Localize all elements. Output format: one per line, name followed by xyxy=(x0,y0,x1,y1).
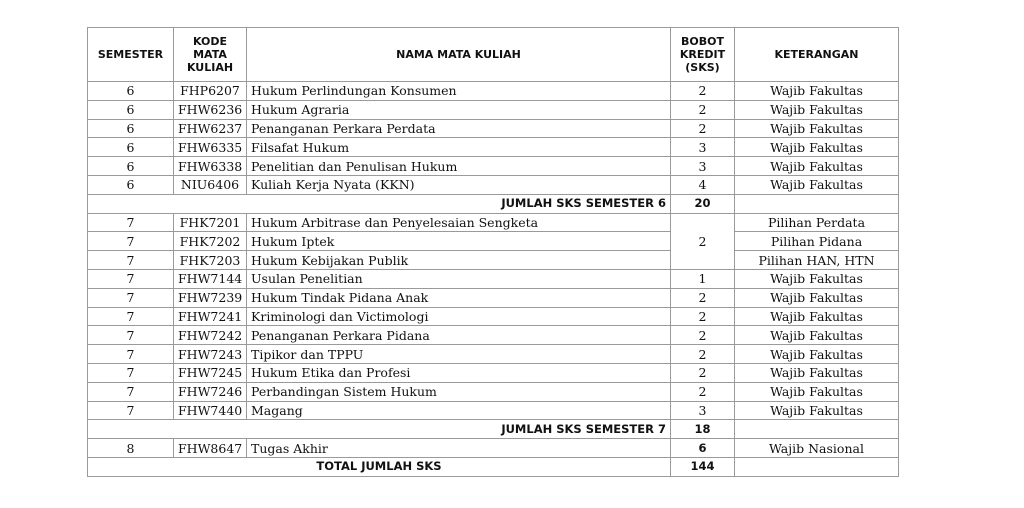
cell-kode: FHW7239 xyxy=(174,288,247,307)
table-row xyxy=(88,119,899,138)
header-semester: SEMESTER xyxy=(88,28,174,82)
table-row xyxy=(88,363,899,382)
cell-nama: Hukum Kebijakan Publik xyxy=(247,251,671,270)
header-kode: KODE MATA KULIAH xyxy=(174,28,247,82)
cell-nama: Hukum Iptek xyxy=(247,232,671,251)
cell-semester: 7 xyxy=(88,326,174,345)
cell-sks: 1 xyxy=(671,269,735,288)
cell-nama: Penanganan Perkara Pidana xyxy=(247,326,671,345)
cell-kode: FHW7440 xyxy=(174,401,247,420)
cell-semester: 7 xyxy=(88,251,174,270)
cell-sks: 4 xyxy=(671,175,735,194)
cell-keterangan: Pilihan HAN, HTN xyxy=(735,251,899,270)
cell-keterangan: Wajib Fakultas xyxy=(735,307,899,326)
total-label: TOTAL JUMLAH SKS xyxy=(88,457,671,476)
subtotal-label: JUMLAH SKS SEMESTER 7 xyxy=(88,420,671,439)
table-row xyxy=(88,326,899,345)
table-row xyxy=(88,382,899,401)
subtotal-label: JUMLAH SKS SEMESTER 6 xyxy=(88,194,671,213)
cell-keterangan: Wajib Fakultas xyxy=(735,82,899,101)
cell-nama: Tipikor dan TPPU xyxy=(247,345,671,364)
header-nama: NAMA MATA KULIAH xyxy=(247,28,671,82)
cell-semester: 7 xyxy=(88,232,174,251)
subtotal-row-semester-6 xyxy=(88,194,899,213)
cell-kode: FHW6237 xyxy=(174,119,247,138)
cell-kode: FHK7203 xyxy=(174,251,247,270)
table-row xyxy=(88,100,899,119)
subtotal-empty-cell xyxy=(735,420,899,439)
cell-semester: 6 xyxy=(88,82,174,101)
header-keterangan: KETERANGAN xyxy=(735,28,899,82)
total-value: 144 xyxy=(671,457,735,476)
cell-semester: 6 xyxy=(88,138,174,157)
cell-kode: FHW7243 xyxy=(174,345,247,364)
cell-semester: 7 xyxy=(88,345,174,364)
cell-sks: 2 xyxy=(671,382,735,401)
cell-nama: Hukum Etika dan Profesi xyxy=(247,363,671,382)
cell-kode: NIU6406 xyxy=(174,175,247,194)
header-row xyxy=(88,28,899,82)
cell-nama: Hukum Agraria xyxy=(247,100,671,119)
table-row xyxy=(88,138,899,157)
cell-sks: 2 xyxy=(671,363,735,382)
cell-semester: 7 xyxy=(88,401,174,420)
cell-keterangan: Wajib Nasional xyxy=(735,439,899,458)
subtotal-empty-cell xyxy=(735,194,899,213)
table-row xyxy=(88,288,899,307)
cell-sks: 2 xyxy=(671,345,735,364)
table-row xyxy=(88,213,899,232)
total-row xyxy=(88,457,899,476)
cell-keterangan: Wajib Fakultas xyxy=(735,269,899,288)
cell-keterangan: Pilihan Perdata xyxy=(735,213,899,232)
cell-kode: FHK7202 xyxy=(174,232,247,251)
cell-kode: FHW7241 xyxy=(174,307,247,326)
cell-keterangan: Wajib Fakultas xyxy=(735,138,899,157)
header-bobot: BOBOT KREDIT (SKS) xyxy=(671,28,735,82)
cell-semester: 6 xyxy=(88,175,174,194)
cell-nama: Kriminologi dan Victimologi xyxy=(247,307,671,326)
cell-keterangan: Wajib Fakultas xyxy=(735,288,899,307)
table-row xyxy=(88,345,899,364)
course-table-container xyxy=(87,27,898,477)
cell-nama: Tugas Akhir xyxy=(247,439,671,458)
table-row xyxy=(88,401,899,420)
cell-sks-merged: 2 xyxy=(671,213,735,269)
cell-keterangan: Wajib Fakultas xyxy=(735,326,899,345)
cell-nama: Penanganan Perkara Perdata xyxy=(247,119,671,138)
course-table xyxy=(87,27,899,477)
cell-semester: 8 xyxy=(88,439,174,458)
cell-nama: Hukum Tindak Pidana Anak xyxy=(247,288,671,307)
cell-kode: FHP6207 xyxy=(174,82,247,101)
cell-kode: FHW7245 xyxy=(174,363,247,382)
cell-nama: Kuliah Kerja Nyata (KKN) xyxy=(247,175,671,194)
cell-keterangan: Wajib Fakultas xyxy=(735,401,899,420)
cell-keterangan: Wajib Fakultas xyxy=(735,345,899,364)
cell-semester: 7 xyxy=(88,269,174,288)
cell-sks: 2 xyxy=(671,326,735,345)
cell-kode: FHW8647 xyxy=(174,439,247,458)
cell-semester: 7 xyxy=(88,213,174,232)
cell-nama: Magang xyxy=(247,401,671,420)
cell-keterangan: Wajib Fakultas xyxy=(735,363,899,382)
cell-sks: 2 xyxy=(671,119,735,138)
cell-kode: FHW6338 xyxy=(174,157,247,176)
table-row xyxy=(88,251,899,270)
cell-sks: 2 xyxy=(671,288,735,307)
cell-sks: 2 xyxy=(671,82,735,101)
cell-kode: FHK7201 xyxy=(174,213,247,232)
cell-keterangan: Wajib Fakultas xyxy=(735,175,899,194)
cell-semester: 7 xyxy=(88,288,174,307)
cell-kode: FHW6236 xyxy=(174,100,247,119)
table-row xyxy=(88,175,899,194)
cell-sks: 6 xyxy=(671,439,735,458)
cell-keterangan: Pilihan Pidana xyxy=(735,232,899,251)
cell-kode: FHW6335 xyxy=(174,138,247,157)
subtotal-value: 20 xyxy=(671,194,735,213)
cell-nama: Perbandingan Sistem Hukum xyxy=(247,382,671,401)
cell-semester: 6 xyxy=(88,100,174,119)
cell-nama: Hukum Arbitrase dan Penyelesaian Sengketa xyxy=(247,213,671,232)
table-row xyxy=(88,157,899,176)
cell-semester: 6 xyxy=(88,119,174,138)
cell-semester: 7 xyxy=(88,307,174,326)
cell-keterangan: Wajib Fakultas xyxy=(735,382,899,401)
table-row xyxy=(88,269,899,288)
subtotal-value: 18 xyxy=(671,420,735,439)
cell-kode: FHW7246 xyxy=(174,382,247,401)
table-row xyxy=(88,439,899,458)
cell-keterangan: Wajib Fakultas xyxy=(735,100,899,119)
table-row xyxy=(88,307,899,326)
cell-keterangan: Wajib Fakultas xyxy=(735,119,899,138)
cell-nama: Filsafat Hukum xyxy=(247,138,671,157)
cell-sks: 2 xyxy=(671,307,735,326)
cell-semester: 7 xyxy=(88,363,174,382)
cell-semester: 7 xyxy=(88,382,174,401)
subtotal-row-semester-7 xyxy=(88,420,899,439)
cell-sks: 3 xyxy=(671,138,735,157)
cell-kode: FHW7242 xyxy=(174,326,247,345)
cell-nama: Penelitian dan Penulisan Hukum xyxy=(247,157,671,176)
total-empty-cell xyxy=(735,457,899,476)
table-row xyxy=(88,232,899,251)
cell-keterangan: Wajib Fakultas xyxy=(735,157,899,176)
cell-kode: FHW7144 xyxy=(174,269,247,288)
cell-sks: 3 xyxy=(671,401,735,420)
cell-nama: Usulan Penelitian xyxy=(247,269,671,288)
cell-sks: 2 xyxy=(671,100,735,119)
table-row xyxy=(88,82,899,101)
cell-sks: 3 xyxy=(671,157,735,176)
cell-semester: 6 xyxy=(88,157,174,176)
cell-nama: Hukum Perlindungan Konsumen xyxy=(247,82,671,101)
